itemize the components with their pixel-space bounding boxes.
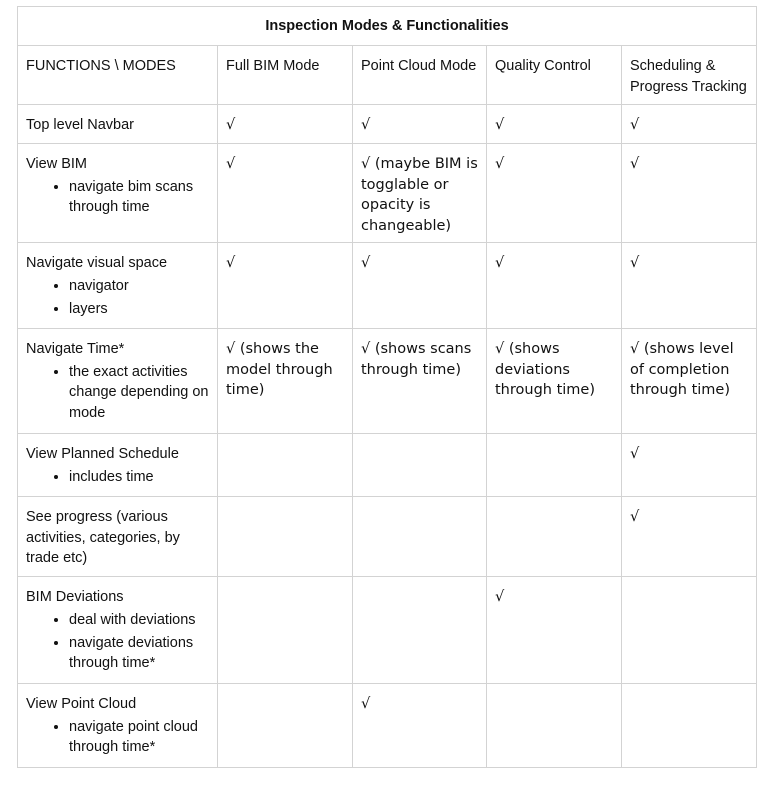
mode-cell: √ (218, 243, 353, 329)
mode-cell: √ (shows deviations through time) (487, 329, 622, 434)
function-cell (18, 577, 218, 684)
function-label: BIM Deviations (26, 589, 124, 605)
header-quality-control: Quality Control (487, 46, 622, 105)
mode-cell: √ (487, 144, 622, 243)
mode-cell: √ (622, 105, 757, 144)
function-cell (18, 329, 218, 434)
function-bullets (26, 467, 209, 488)
mode-cell: √ (487, 243, 622, 329)
function-label: Navigate Time* (26, 341, 125, 357)
table-row (18, 243, 757, 329)
function-bullets (26, 717, 209, 758)
modes-table (17, 6, 757, 768)
mode-cell (218, 434, 353, 497)
function-label: See progress (various activities, categories, by trade etc) (26, 509, 180, 566)
mode-cell: √ (353, 243, 487, 329)
bullet-item: • layers (69, 299, 209, 320)
mode-cell (487, 434, 622, 497)
function-bullets (26, 177, 209, 218)
mode-cell (353, 434, 487, 497)
bullet-item: • deal with deviations (69, 610, 209, 631)
mode-cell: √ (353, 105, 487, 144)
mode-cell (622, 684, 757, 768)
function-label: Top level Navbar (26, 117, 134, 133)
mode-cell: √ (622, 243, 757, 329)
bullet-item: • navigate point cloud through time* (69, 717, 209, 758)
mode-cell: √ (487, 577, 622, 684)
function-bullets (26, 276, 209, 320)
mode-cell (487, 684, 622, 768)
mode-cell: √ (622, 497, 757, 577)
function-cell (18, 497, 218, 577)
mode-cell (353, 497, 487, 577)
table-title: Inspection Modes & Functionalities (18, 7, 757, 46)
function-bullets (26, 610, 209, 674)
function-label: View Planned Schedule (26, 446, 179, 462)
table-row (18, 105, 757, 144)
mode-cell: √ (353, 684, 487, 768)
function-cell (18, 434, 218, 497)
header-point-cloud-mode: Point Cloud Mode (353, 46, 487, 105)
mode-cell (218, 577, 353, 684)
header-row (18, 46, 757, 105)
function-bullets (26, 362, 209, 424)
mode-cell: √ (622, 144, 757, 243)
function-label: View Point Cloud (26, 696, 137, 712)
function-cell (18, 684, 218, 768)
table-row (18, 684, 757, 768)
header-full-bim-mode: Full BIM Mode (218, 46, 353, 105)
mode-cell (218, 684, 353, 768)
bullet-item: • navigate bim scans through time (69, 177, 209, 218)
bullet-item: • the exact activities change depending on mode (69, 362, 209, 424)
function-cell (18, 144, 218, 243)
mode-cell: √ (shows the model through time) (218, 329, 353, 434)
mode-cell (353, 577, 487, 684)
title-row (18, 7, 757, 46)
table-row (18, 329, 757, 434)
mode-cell: √ (218, 144, 353, 243)
mode-cell (218, 497, 353, 577)
mode-cell: √ (maybe BIM is togglable or opacity is changeable) (353, 144, 487, 243)
function-cell (18, 105, 218, 144)
mode-cell (622, 577, 757, 684)
mode-cell: √ (218, 105, 353, 144)
mode-cell: √ (shows level of completion through time) (622, 329, 757, 434)
bullet-item: • navigator (69, 276, 209, 297)
table-row (18, 144, 757, 243)
header-scheduling-progress: Scheduling & Progress Tracking (622, 46, 757, 105)
function-label: Navigate visual space (26, 255, 168, 271)
bullet-item: • navigate deviations through time* (69, 633, 209, 674)
table-row (18, 434, 757, 497)
mode-cell (487, 497, 622, 577)
header-functions-modes: FUNCTIONS \ MODES (18, 46, 218, 105)
function-label: View BIM (26, 156, 87, 172)
mode-cell: √ (622, 434, 757, 497)
table-row (18, 577, 757, 684)
mode-cell: √ (487, 105, 622, 144)
bullet-item: • includes time (69, 467, 209, 488)
function-cell (18, 243, 218, 329)
table-row (18, 497, 757, 577)
mode-cell: √ (shows scans through time) (353, 329, 487, 434)
